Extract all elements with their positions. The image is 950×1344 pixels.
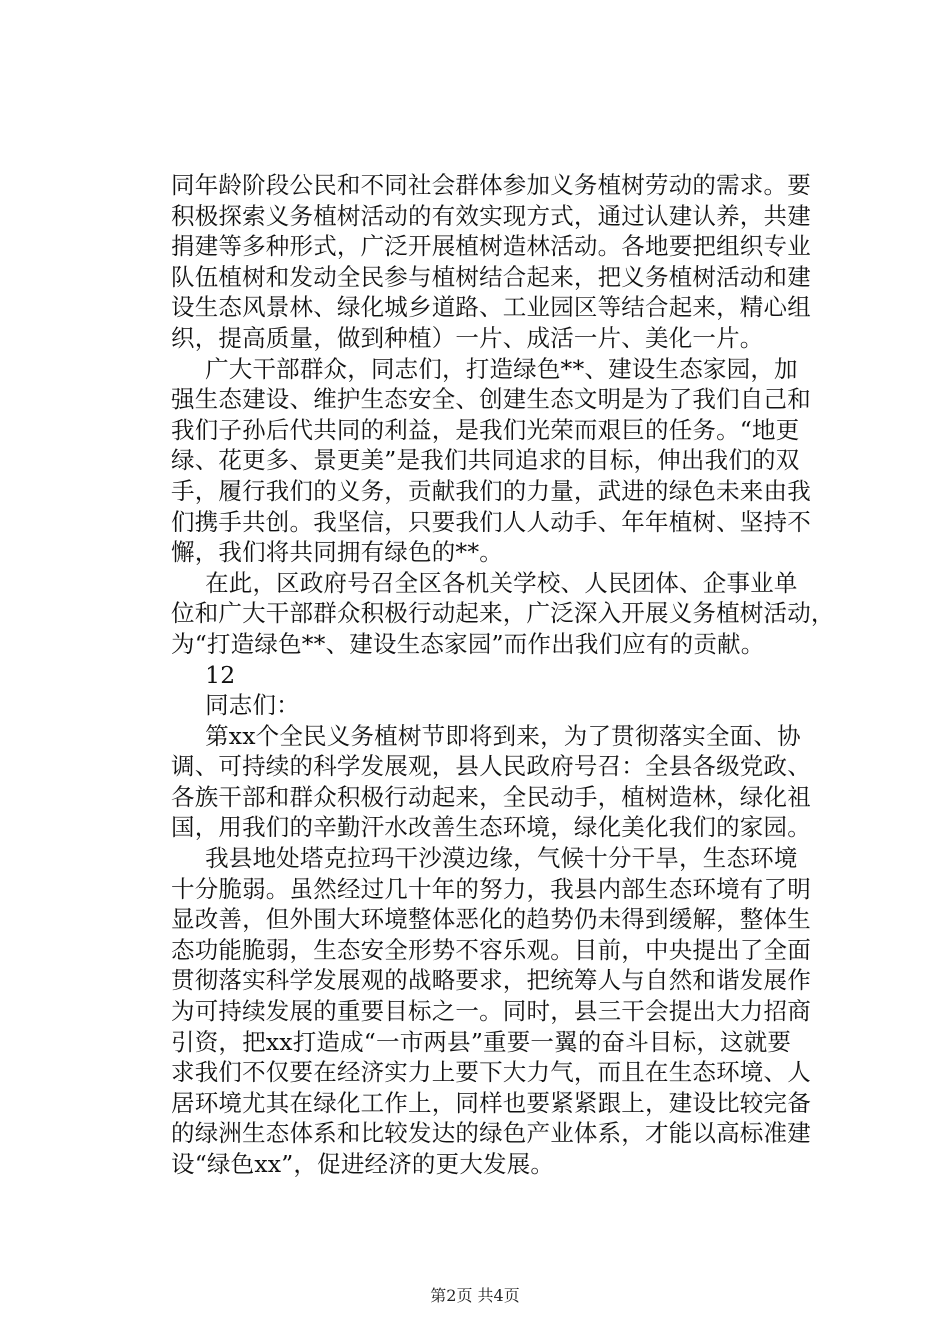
text-line: 第xx个全民义务植树节即将到来，为了贯彻落实全面、协 xyxy=(205,721,801,750)
text-line: 设生态风景林、绿化城乡道路、工业园区等结合起来，精心组 xyxy=(171,293,811,322)
text-line: 同志们： xyxy=(205,691,300,720)
text-line: 我县地处塔克拉玛干沙漠边缘，气候十分干旱，生态环境 xyxy=(205,844,798,873)
text-line: 队伍植树和发动全民参与植树结合起来，把义务植树活动和建 xyxy=(171,262,811,291)
text-line: 各族干部和群众积极行动起来，全民动手，植树造林，绿化祖 xyxy=(171,782,811,811)
text-line: 贯彻落实科学发展观的战略要求，把统筹人与自然和谐发展作 xyxy=(171,966,811,995)
text-line: 绿、花更多、景更美”是我们共同追求的目标，伸出我们的双 xyxy=(171,446,800,475)
text-line: 求我们不仅要在经济实力上要下大力气，而且在生态环境、人 xyxy=(171,1058,811,1087)
text-line: 在此，区政府号召全区各机关学校、人民团体、企事业单 xyxy=(205,568,798,597)
text-line: 调、可持续的科学发展观，县人民政府号召：全县各级党政、 xyxy=(171,752,811,781)
text-line: 设“绿色xx”，促进经济的更大发展。 xyxy=(171,1150,555,1178)
text-line: 引资，把xx打造成“一市两县”重要一翼的奋斗目标，这就要 xyxy=(171,1027,792,1056)
text-line: 显改善，但外围大环境整体恶化的趋势仍未得到缓解，整体生 xyxy=(171,905,811,934)
text-line: 12 xyxy=(205,660,236,689)
text-line: 十分脆弱。虽然经过几十年的努力，我县内部生态环境有了明 xyxy=(171,874,811,903)
text-line: 国，用我们的辛勤汗水改善生态环境，绿化美化我们的家园。 xyxy=(171,813,811,842)
text-line: 织，提高质量，做到种植）一片、成活一片、美化一片。 xyxy=(171,323,764,352)
text-line: 懈，我们将共同拥有绿色的**。 xyxy=(171,538,503,567)
text-line: 捐建等多种形式，广泛开展植树造林活动。各地要把组织专业 xyxy=(171,232,811,261)
text-line: 的绿洲生态体系和比较发达的绿色产业体系，才能以高标准建 xyxy=(171,1119,811,1148)
text-line: 们携手共创。我坚信，只要我们人人动手、年年植树、坚持不 xyxy=(171,507,811,536)
page-footer: 第2页 共4页 xyxy=(430,1286,520,1305)
text-line: 为可持续发展的重要目标之一。同时，县三干会提出大力招商 xyxy=(171,997,811,1026)
text-line: 居环境尤其在绿化工作上，同样也要紧紧跟上，建设比较完备 xyxy=(171,1088,811,1117)
text-line: 广大干部群众，同志们，打造绿色**、建设生态家园，加 xyxy=(205,354,798,383)
text-line: 同年龄阶段公民和不同社会群体参加义务植树劳动的需求。要 xyxy=(171,171,811,199)
text-line: 强生态建设、维护生态安全、创建生态文明是为了我们自己和 xyxy=(171,385,811,414)
text-line: 态功能脆弱，生态安全形势不容乐观。目前，中央提出了全面 xyxy=(171,935,811,964)
text-line: 位和广大干部群众积极行动起来，广泛深入开展义务植树活动， xyxy=(171,599,835,628)
text-line: 我们子孙后代共同的利益，是我们光荣而艰巨的任务。“地更 xyxy=(171,415,800,444)
text-line: 为“打造绿色**、建设生态家园”而作出我们应有的贡献。 xyxy=(171,629,765,658)
text-line: 积极探索义务植树活动的有效实现方式，通过认建认养，共建 xyxy=(171,201,811,230)
text-line: 手，履行我们的义务，贡献我们的力量，武进的绿色未来由我 xyxy=(171,476,811,505)
document-body xyxy=(171,170,835,1180)
